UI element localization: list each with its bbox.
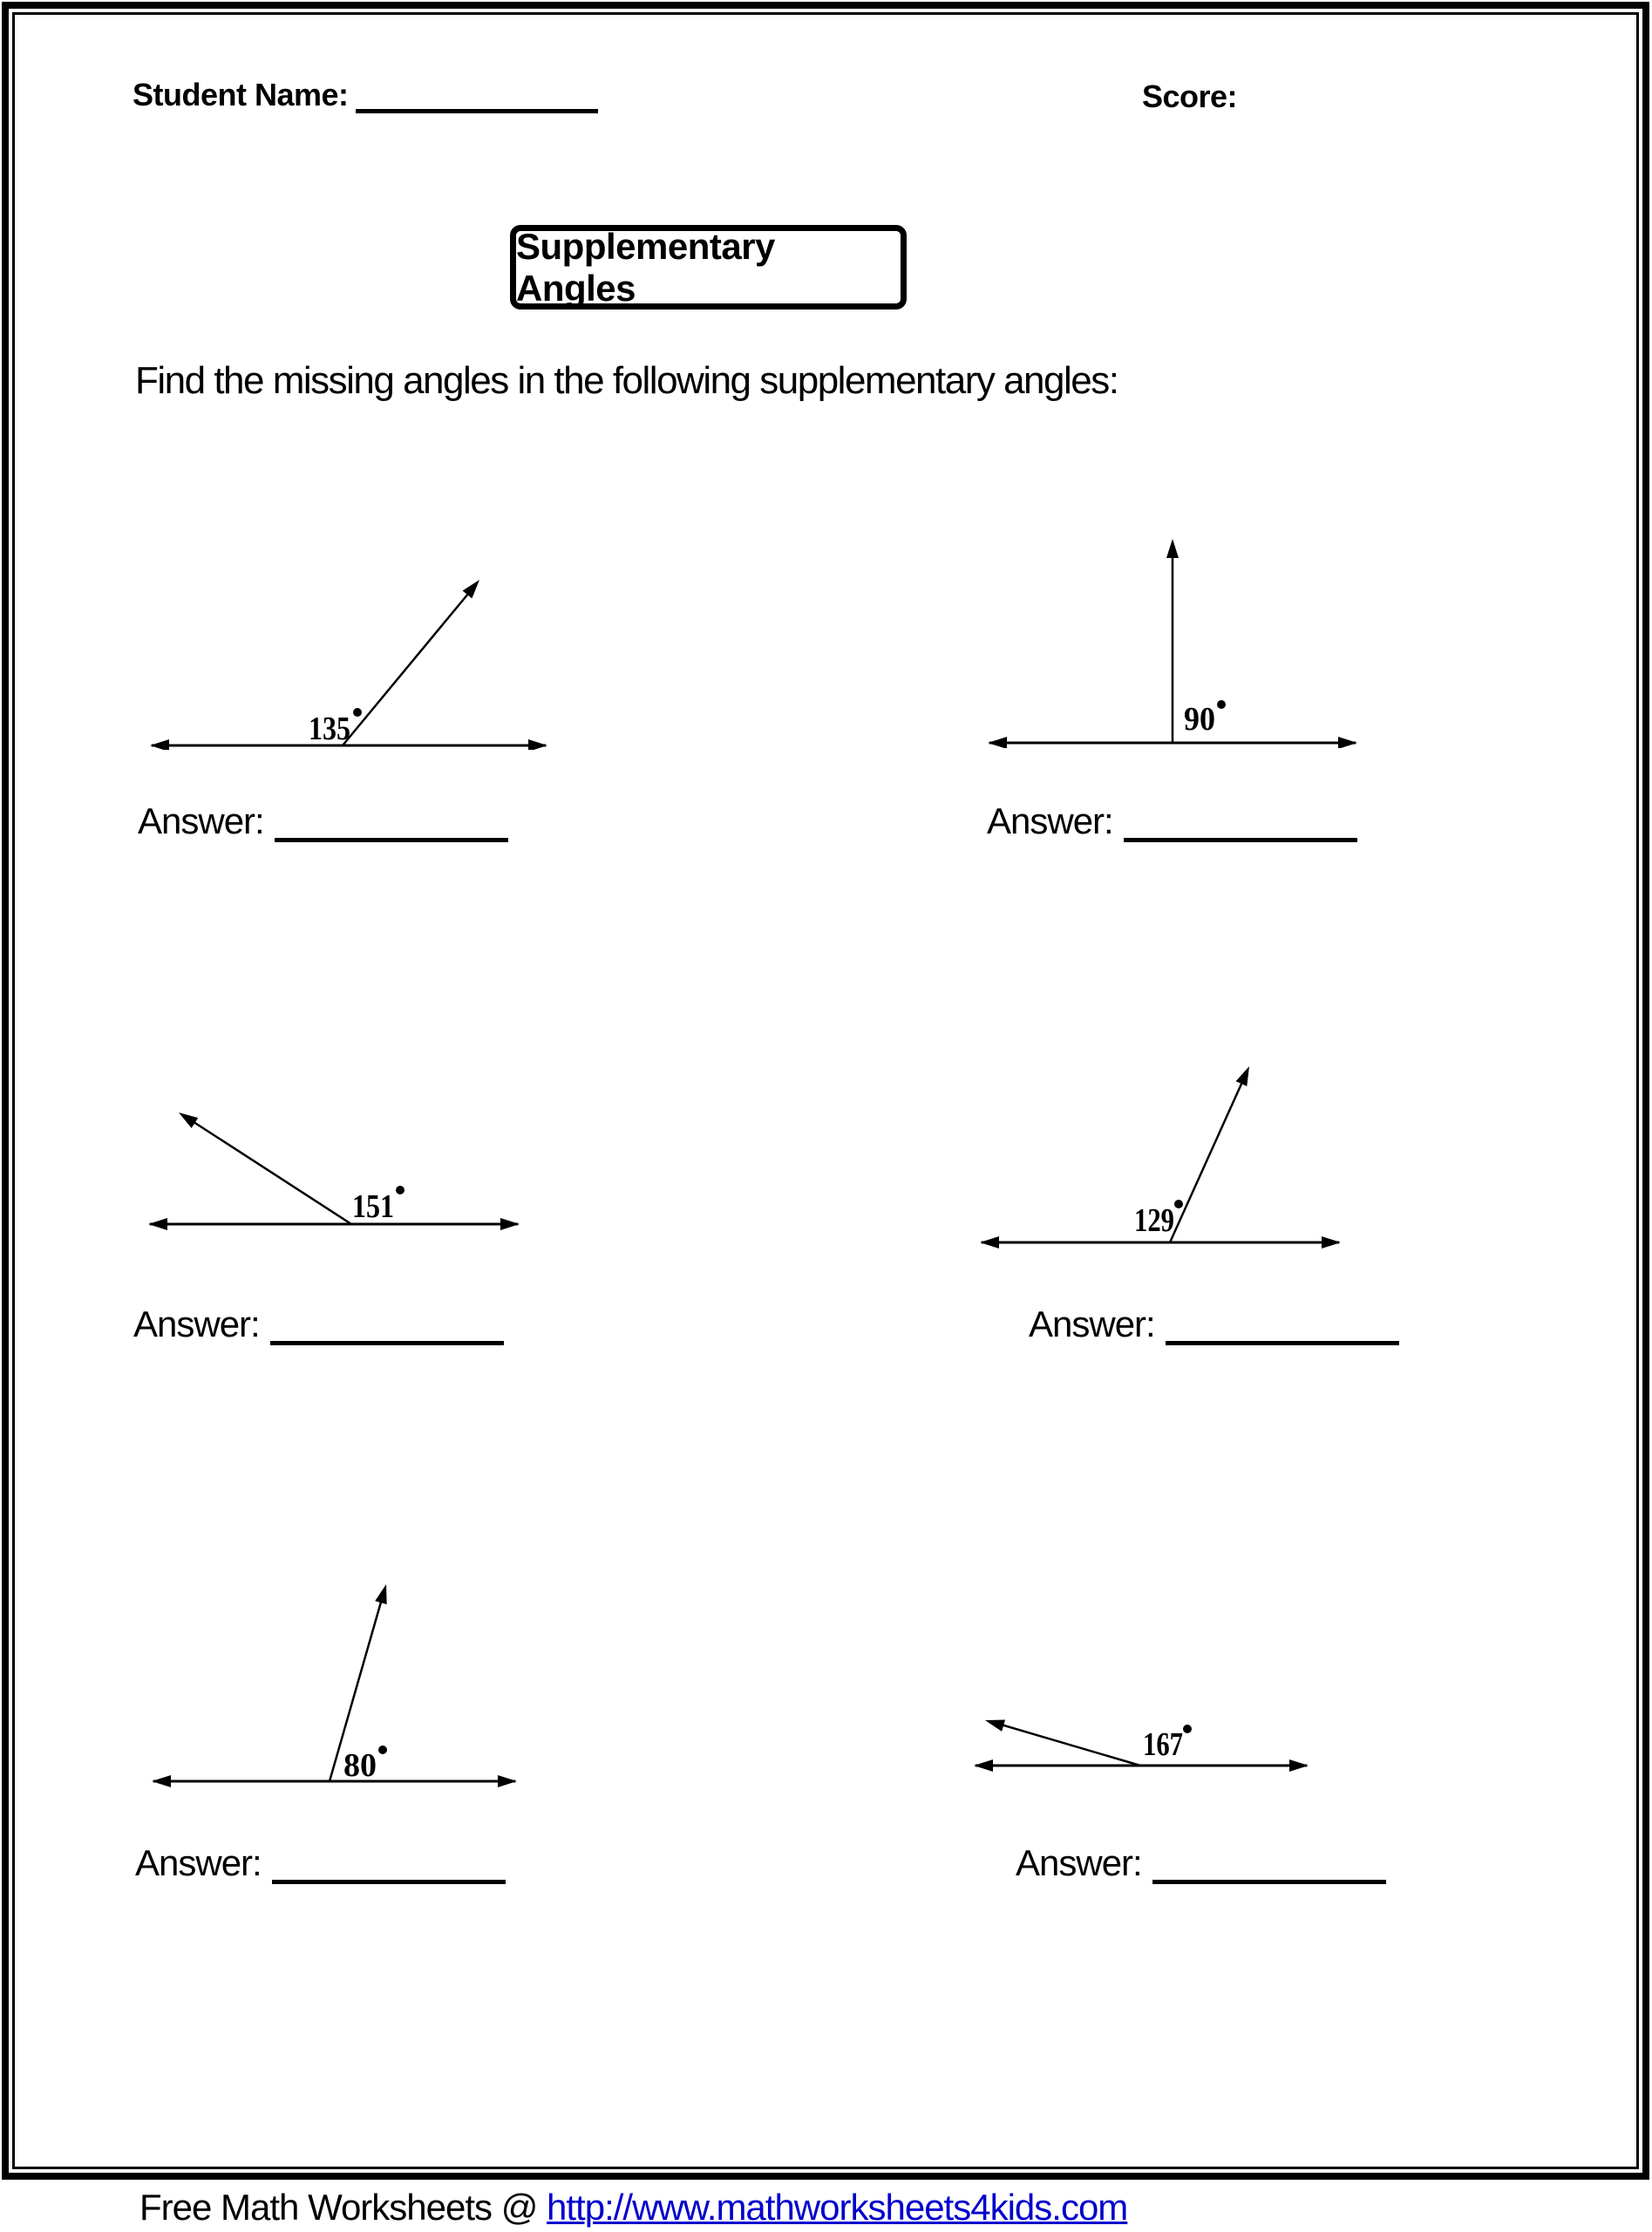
- footer-text: Free Math Worksheets @: [139, 2187, 538, 2228]
- answer-row-3: [133, 1303, 504, 1345]
- right-arrowhead-icon: [528, 739, 547, 750]
- angle-value-label: 167: [1143, 1726, 1183, 1763]
- answer-label: Answer:: [135, 1842, 262, 1883]
- angle-value-label: 90: [1184, 701, 1215, 738]
- answer-blank-6[interactable]: [1152, 1847, 1386, 1884]
- answer-blank-1[interactable]: [275, 805, 508, 842]
- score-row: [1142, 78, 1237, 115]
- answer-row-5: [135, 1842, 506, 1884]
- degree-dot-icon: [1217, 700, 1226, 709]
- footer: [139, 2187, 1127, 2229]
- right-arrowhead-icon: [1338, 737, 1357, 748]
- ray-arrowhead-icon: [1166, 539, 1179, 558]
- answer-blank-5[interactable]: [272, 1847, 506, 1884]
- answer-label: Answer:: [133, 1303, 260, 1344]
- angle-diagram-5: [150, 1574, 520, 1787]
- answer-row-2: [987, 800, 1357, 842]
- ray-arrowhead-icon: [1236, 1064, 1255, 1086]
- angle-ray-3: [186, 1117, 351, 1224]
- answer-row-1: [138, 800, 508, 842]
- footer-link[interactable]: http://www.mathworksheets4kids.com: [547, 2187, 1128, 2228]
- angle-diagram-6: [972, 1670, 1312, 1774]
- degree-dot-icon: [353, 708, 362, 717]
- angle-value-label: 151: [352, 1188, 394, 1225]
- left-arrowhead-icon: [988, 737, 1007, 748]
- answer-blank-4[interactable]: [1166, 1308, 1399, 1345]
- right-arrowhead-icon: [1289, 1759, 1309, 1772]
- left-arrowhead-icon: [152, 1775, 171, 1787]
- left-arrowhead-icon: [148, 1218, 167, 1230]
- score-label: Score:: [1142, 78, 1238, 114]
- angle-ray-4: [1170, 1082, 1242, 1242]
- ray-arrowhead-icon: [175, 1107, 198, 1128]
- answer-blank-2[interactable]: [1124, 805, 1357, 842]
- answer-label: Answer:: [1016, 1842, 1142, 1883]
- ray-arrowhead-icon: [983, 1714, 1005, 1732]
- answer-label: Answer:: [1029, 1303, 1155, 1344]
- right-arrowhead-icon: [1322, 1236, 1341, 1249]
- student-name-blank[interactable]: [356, 79, 598, 113]
- answer-row-4: [1029, 1303, 1399, 1345]
- right-arrowhead-icon: [500, 1218, 520, 1230]
- angle-diagram-2: [985, 530, 1360, 748]
- angle-value-label: 129: [1134, 1202, 1174, 1239]
- degree-dot-icon: [396, 1186, 405, 1194]
- angle-diagram-4: [978, 1051, 1344, 1251]
- answer-blank-3[interactable]: [270, 1308, 504, 1345]
- angle-diagram-3: [146, 1106, 521, 1232]
- student-name-row: [133, 77, 598, 113]
- answer-label: Answer:: [138, 800, 264, 841]
- answer-row-6: [1016, 1842, 1386, 1884]
- right-arrowhead-icon: [498, 1775, 517, 1787]
- angle-diagram-1: [148, 562, 549, 750]
- degree-dot-icon: [1183, 1725, 1192, 1733]
- left-arrowhead-icon: [150, 739, 169, 750]
- degree-dot-icon: [378, 1745, 387, 1754]
- angle-ray-1: [343, 589, 472, 745]
- instruction-text: Find the missing angles in the following supplementary angles:: [135, 359, 1118, 402]
- page-title: Supplementary Angles: [516, 225, 775, 309]
- angle-ray-6: [992, 1722, 1140, 1766]
- student-name-label: Student Name:: [133, 77, 349, 112]
- left-arrowhead-icon: [974, 1759, 993, 1772]
- title-box: [510, 225, 907, 310]
- degree-dot-icon: [1174, 1200, 1183, 1208]
- angle-value-label: 135: [309, 711, 350, 747]
- answer-label: Answer:: [987, 800, 1113, 841]
- left-arrowhead-icon: [980, 1236, 999, 1249]
- ray-arrowhead-icon: [375, 1582, 392, 1604]
- angle-value-label: 80: [343, 1747, 377, 1784]
